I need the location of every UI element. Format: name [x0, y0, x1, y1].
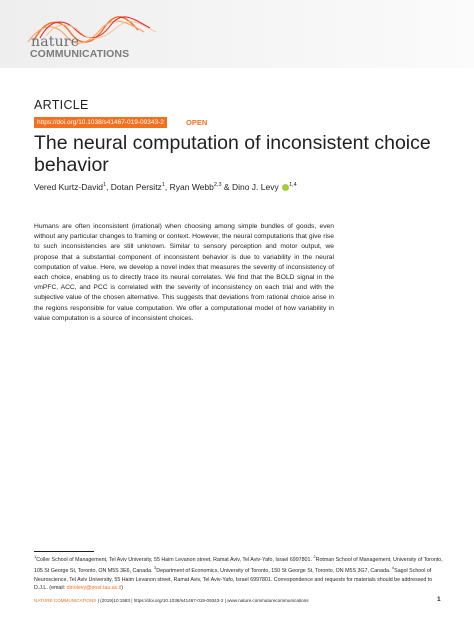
logo-nature-text: nature [31, 34, 80, 50]
author-name[interactable]: Dino J. Levy [231, 182, 279, 192]
doi-link[interactable]: https://doi.org/10.1038/s41467-019-09343-2 [34, 117, 167, 128]
footer-journal-name: NATURE COMMUNICATIONS [34, 598, 97, 603]
affiliation-text: Department of Economics, University of Toronto, 150 St George St, Toronto, ON M5S 3G7, Canada. [156, 568, 392, 575]
author-name[interactable]: Ryan Webb [169, 182, 214, 192]
affiliation-text: Sagol School of Neuroscience, Tel Aviv University, 55 Haim Levanon street, Ramat Aviv, Tel Aviv-Yafo, Israel 6997801. Correspondence and requests for materials should be addressed to D.J.L. (email: [34, 568, 433, 592]
affiliations [34, 553, 444, 593]
footer-citation[interactable]: | (2019)10:1583 | https://doi.org/10.1038/s41467-019-09343-2 | www.nature.com/naturecommunications [96, 598, 309, 603]
author-separator: , [164, 182, 170, 192]
article-type-label: ARTICLE [34, 98, 89, 112]
correspondence-email-link[interactable]: dinolevy@post.tau.ac.il [66, 585, 122, 592]
author-affiliation-marker: 1,4 [289, 182, 297, 189]
journal-header [0, 0, 474, 68]
article-title: The neural computation of inconsistent choice behavior [34, 132, 431, 176]
page-footer [34, 598, 444, 603]
author-separator: & [221, 182, 232, 192]
author-affiliation-marker: 1 [102, 182, 107, 189]
affiliation-text: ) [121, 585, 123, 592]
page-number: 1 [437, 596, 441, 603]
affiliation-text: Coller School of Management, Tel Aviv University, 55 Haim Levanon street, Ramat Aviv, Tel Aviv-Yafo, Israel 6997801. [36, 556, 314, 563]
author-separator: , [106, 182, 111, 192]
open-access-label: OPEN [186, 118, 208, 127]
affiliation-marker: 3 [154, 565, 157, 571]
author-name[interactable]: Dotan Persitz [110, 182, 162, 192]
affiliation-marker: 1 [34, 554, 37, 559]
affiliation-marker: 4 [391, 565, 395, 571]
affiliations-divider [34, 551, 94, 552]
author-affiliation-marker: 2,3 [213, 182, 222, 189]
author-name[interactable]: Vered Kurtz-David [34, 182, 103, 192]
author-list [34, 182, 297, 192]
logo-communications-text: COMMUNICATIONS [30, 48, 130, 60]
affiliation-text: Rotman School of Management, University of Toronto, 105 St George St, Toronto, ON M5S 3E6, Canada. [34, 556, 443, 575]
affiliation-marker: 2 [313, 554, 316, 559]
author-affiliation-marker: 1 [161, 182, 165, 189]
abstract: Humans are often inconsistent (irrational) when choosing among simple bundles of goods, even without any particular changes to framing or context. However, the neural computations that give rise to such inconsistencies are still unknown. Similar to sensory perception and motor output, we propose that a substantial component of inconsistent behavior is due to variability in the neural computation of value. Here, we develop a novel index that measures the severity of inconsistency of each choice, enabling us to directly trace its neural correlates. We find that the BOLD signal in the vmPFC, ACC, and PCC is correlated with the severity of inconsistency on each trial and with the subjective value of the chosen alternative. This suggests that deviations from rational choice arise in the regions responsible for value computation. We offer a computational model of how variability in value computation is a source of inconsistent choices. [34, 223, 334, 322]
